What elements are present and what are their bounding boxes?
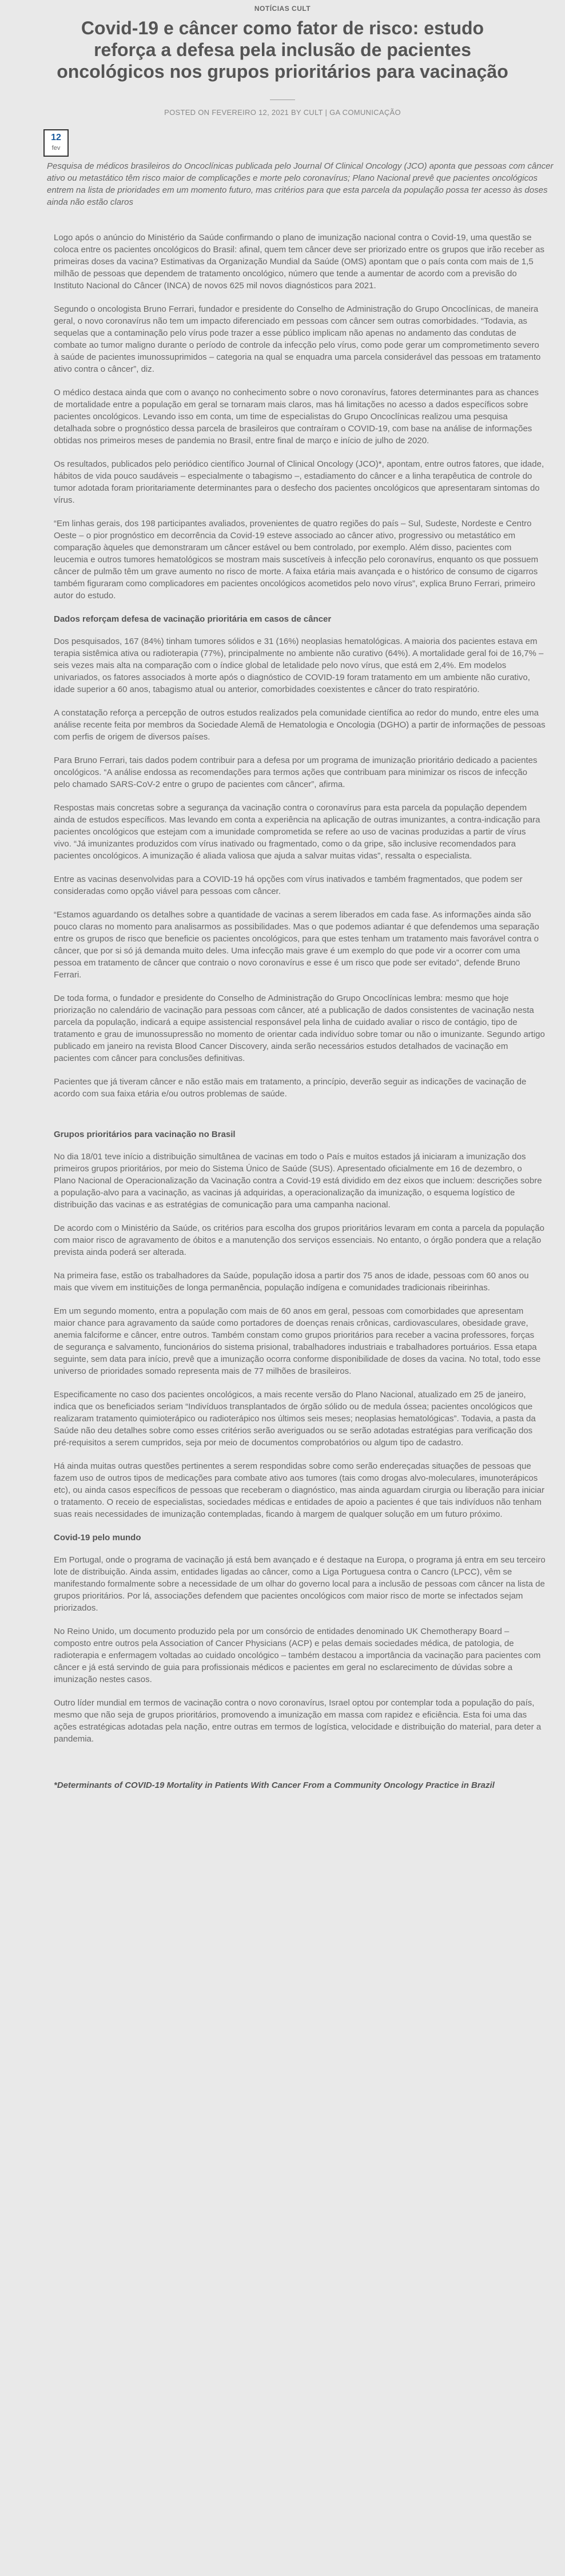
meta-category[interactable]: GA COMUNICAÇÃO: [329, 108, 401, 117]
meta-prefix: POSTED ON: [164, 108, 210, 117]
body-paragraph: Pacientes que já tiveram câncer e não estão mais em tratamento, a princípio, deverão seguir as indicações de vacinação de acordo com sua faixa etária e/ou outros problemas de saúde.: [54, 1077, 527, 1099]
category-label[interactable]: NOTÍCIAS CULT: [254, 5, 311, 13]
meta-separator: |: [325, 108, 328, 117]
article-body: [54, 232, 546, 1791]
body-paragraph: Especificamente no caso dos pacientes oncológicos, a mais recente versão do Plano Nacional, atualizado em 25 de janeiro, indica que os beneficiados seriam “Indivíduos transplantados de órgão sólido ou de medula óssea; pacientes oncológicos que realizaram tratamento quimioterápico ou radioterápico nos últimos seis meses; neoplasias hematológicas”. Todavia, a pasta da Saúde não deu detalhes sobre como esses critérios serão averiguados ou se serão adotadas estratégias para verificação dos pré-requisitos a serem cumpridos, seja por meio de documentos comprobatórios ou algum tipo de cadastro.: [54, 1390, 536, 1448]
body-paragraph: Outro líder mundial em termos de vacinação contra o novo coronavírus, Israel optou por contemplar toda a população do país, mesmo que não seja de grupos prioritários, promovendo a imunização em massa com rapidez e eficiência. Esta foi uma das ações estratégicas adotadas pela nação, entre outras em termos de logística, velocidade e distribuição do material, para deter a pandemia.: [54, 1698, 542, 1744]
section-heading: Dados reforçam defesa de vacinação prioritária em casos de câncer: [54, 614, 332, 624]
body-paragraph: Há ainda muitas outras questões pertinentes a serem respondidas sobre como serão endereçadas situações de pessoas que fazem uso de outros tipos de medicações para combate ativo aos tumores (tais como drogas alvo-moleculares, imunoterápicos etc), ou ainda casos específicos de pessoas que receberam o diagnóstico, mas ainda aguardam cirurgia ou liberação para iniciar o tratamento. O receio de especialistas, sociedades médicas e entidades de apoio a pacientes é que tais indivíduos não tenham suas reais necessidades de imunização contempladas, ficando à margem de qualquer solução em um futuro próximo.: [54, 1461, 544, 1519]
body-paragraph: Segundo o oncologista Bruno Ferrari, fundador e presidente do Conselho de Administração do Grupo Oncoclínicas, de maneira geral, o novo coronavírus não tem um impacto diferenciado em pessoas com câncer sem outras comorbidades. “Todavia, as sequelas que a contaminação pelo vírus pode trazer a esse público implicam não apenas no andamento das condutas de combate ao tumor maligno durante o período de controle da infecção pelo vírus, como pode gerar um comprometimento severo à saúde de pacientes imunossuprimidos – categoria na qual se enquadra uma parcela considerável das pessoas em tratamento ativo contra o câncer”, diz.: [54, 304, 541, 374]
article-title: Covid-19 e câncer como fator de risco: estudo reforça a defesa pela inclusão de pacientes oncológicos nos grupos prioritários para vacinação: [57, 18, 508, 82]
body-paragraph: Em um segundo momento, entra a população com mais de 60 anos em geral, pessoas com comorbidades que apresentam maior chance para agravamento da saúde como portadores de doenças renais crônicas, cardiovasculares, obesidade grave, anemia falciforme e câncer, entre outros. Também constam como grupos prioritários para receber a vacina professores, forças de segurança e salvamento, funcionários do sistema prisional, trabalhadores industriais e trabalhadores portuários. Essa etapa seguinte, sem data para início, prevê que a imunização ocorra conforme disponibilidade de doses da vacina. No total, todo esse universo de prioridades somado representa mais de 77 milhões de brasileiros.: [54, 1306, 541, 1376]
body-paragraph: A constatação reforça a percepção de outros estudos realizados pela comunidade científica ao redor do mundo, entre eles uma análise recente feita por membros da Sociedade Alemã de Hematologia e Oncologia (DGHO) a partir de informações de pessoas com perfis de origem de diversos países.: [54, 708, 546, 742]
date-day: 12: [51, 133, 61, 142]
post-meta: [0, 108, 565, 117]
date-month: fev: [51, 145, 61, 152]
body-paragraph: De acordo com o Ministério da Saúde, os critérios para escolha dos grupos prioritários levaram em conta a parcela da população com maior risco de agravamento de óbitos e a manutenção dos serviços essenciais. No entanto, o órgão pondera que a relação prevista ainda poderá ser alterada.: [54, 1223, 544, 1257]
body-paragraph: Na primeira fase, estão os trabalhadores da Saúde, população idosa a partir dos 75 anos de idade, pessoas com 60 anos ou mais que vivem em instituições de longa permanência, população indígena e comunidades tradicionais ribeirinhas.: [54, 1271, 529, 1293]
section-heading: Covid-19 pelo mundo: [54, 1533, 141, 1543]
body-paragraph: No dia 18/01 teve início a distribuição simultânea de vacinas em todo o País e muitos estados já iniciaram a imunização dos primeiros grupos prioritários, por meio do Sistema Único de Saúde (SUS). Apresentado oficialmente em 16 de dezembro, o Plano Nacional de Operacionalização da Vacinação contra a Covid-19 está dividido em dez eixos que incluem: descrições sobre a população-alvo para a vacinação, as vacinas já adquiridas, a operacionalização da imunização, o esquema logístico de distribuição das vacinas e as estratégias de comunicação para uma campanha nacional.: [54, 1152, 542, 1210]
body-paragraph: “Estamos aguardando os detalhes sobre a quantidade de vacinas a serem liberados em cada fase. As informações ainda são pouco claras no momento para analisarmos as possibilidades. Mas o que podemos adiantar é que defendemos uma separação entre os grupos de risco que beneficie os pacientes oncológicos, para que estes tenham um tratamento mais favorável contra o câncer, que por si só já demanda muito deles. Uma infecção mais grave é um exemplo do que pode vir a ocorrer com uma pessoa em tratamento de câncer que contraio o novo coronavírus e esse é um risco que pode ser evitado”, defende Bruno Ferrari.: [54, 910, 539, 980]
body-paragraph: Os resultados, publicados pelo periódico científico Journal of Clinical Oncology (JCO)*, apontam, entre outros fatores, que idade, hábitos de vida pouco saudáveis – especialmente o tabagismo –, estadiamento do câncer e a linha terapêutica de controle do tumor adotada foram prioritariamente determinantes para o desfecho dos pacientes oncológicos que apresentaram sintomas do vírus.: [54, 459, 544, 505]
body-paragraph: Para Bruno Ferrari, tais dados podem contribuir para a defesa por um programa de imunização prioritário dedicado a pacientes oncológicos. “A análise endossa as recomendações para termos ações que contribuam para minimizar os riscos de infecção pelo chamado SARS-CoV-2 entre o grupo de pacientes com câncer”, afirma.: [54, 756, 538, 789]
date-badge: [43, 129, 69, 157]
body-paragraph: “Em linhas gerais, dos 198 participantes avaliados, provenientes de quatro regiões do país – Sul, Sudeste, Nordeste e Centro Oeste – o pior prognóstico em decorrência da Covid-19 esteve associado ao câncer ativo, progressivo ou metastático em comparação àqueles que demonstraram um câncer estável ou bem controlado, por exemplo. Além disso, pacientes com leucemia e outros tumores hematológicos se mostram mais suscetíveis à infecção pelo coronavírus, enquanto os que possuem câncer de pulmão têm um grave aumento no risco de morte. A faixa etária mais avançada e o histórico de consumo de cigarros também figuraram como complicadores em pacientes oncológicos acometidos pelo novo vírus”, explica Bruno Ferrari, primeiro autor do estudo.: [54, 519, 539, 601]
body-paragraph: Entre as vacinas desenvolvidas para a COVID-19 há opções com vírus inativados e também fragmentados, que podem ser consideradas como opção viável para pessoas com câncer.: [54, 874, 523, 896]
meta-author[interactable]: BY CULT: [291, 108, 323, 117]
section-heading: Grupos prioritários para vacinação no Brasil: [54, 1130, 236, 1139]
body-paragraph: Em Portugal, onde o programa de vacinação já está bem avançado e é destaque na Europa, o programa já entra em seu terceiro lote de distribuição. Ainda assim, entidades ligadas ao câncer, como a Liga Portuguesa contra o Cancro (LPCC), vêm se manifestando formalmente sobre a necessidade de um olhar do governo local para a inclusão de pessoas com câncer na lista de grupos prioritários. Por lá, associações defendem que pacientes oncológicos com maior risco de morte se infectados sejam priorizados.: [54, 1555, 546, 1613]
body-paragraph: Logo após o anúncio do Ministério da Saúde confirmando o plano de imunização nacional contra o Covid-19, uma questão se coloca entre os pacientes oncológicos do Brasil: afinal, quem tem câncer deve ser priorizado entre os grupos que irão receber as primeiras doses da vacina? Estimativas da Organização Mundial da Saúde (OMS) apontam que o país conta com mais de 1,5 milhão de pessoas que dependem de tratamento oncológico, número que tende a aumentar de acordo com a previsão do Instituto Nacional do Câncer (INCA) de novos 625 mil novos diagnósticos para 2021.: [54, 233, 544, 291]
meta-date[interactable]: FEVEREIRO 12, 2021: [212, 108, 289, 117]
body-paragraph: Respostas mais concretas sobre a segurança da vacinação contra o coronavírus para esta parcela da população dependem ainda de estudos específicos. Mas levando em conta a experiência na aplicação de outras imunizantes, a contra-indicação para pacientes oncológicos que estejam com a imunidade comprometida se refere ao uso de vacinas produzidas a partir de vírus vivo. “Já imunizantes produzidos com vírus inativado ou fragmentado, como o da gripe, são inclusive recomendados para pacientes oncológicos. A imunização é aliada valiosa que ajuda a salvar muitas vidas”, ressalta o especialista.: [54, 803, 540, 861]
body-paragraph: No Reino Unido, um documento produzido pela por um consórcio de entidades denominado UK Chemotherapy Board – composto entre outros pela Association of Cancer Physicians (ACP) e pelas demais sociedades médica, de patologia, de radioterapia e enfermagem voltadas ao cuidado oncológico – também destacou a importância da vacinação para pacientes com câncer e já está servindo de guia para profissionais médicos e pacientes em geral no esclarecimento de dúvidas sobre a imunização nestes casos.: [54, 1627, 541, 1684]
body-paragraph: Dos pesquisados, 167 (84%) tinham tumores sólidos e 31 (16%) neoplasias hematológicas. A maioria dos pacientes estava em terapia sistêmica ativa ou radioterapia (77%), principalmente no ambiente não curativo (64%). A mortalidade geral foi de 16,7% – seis vezes mais alta na comparação com o índice global de letalidade pelo novo vírus, que está em 2,4%. Em modelos univariados, os fatores associados à morte após o diagnóstico de COVID-19 foram tratamento em um ambiente não curativo, idade superior a 60 anos, tabagismo atual ou anterior, comorbidades coexistentes e câncer do trato respiratório.: [54, 637, 544, 694]
body-paragraph: De toda forma, o fundador e presidente do Conselho de Administração do Grupo Oncoclínicas lembra: mesmo que hoje priorização no calendário de vacinação para pessoas com câncer, até a publicação de dados consistentes de vacinação nesta parcela da população, indicará a equipe assistencial responsável pela linha de cuidado avaliar o risco de contágio, tipo de tratamento e grau de imunossupressão no momento de orientar cada indivíduo sobre tomar ou não o imunizante. Segundo artigo publicado em janeiro na revista Blood Cancer Discovery, ainda serão necessários estudos detalhados de vacinação em pacientes com câncer para conclusões definitivas.: [54, 993, 545, 1063]
body-paragraph: O médico destaca ainda que com o avanço no conhecimento sobre o novo coronavírus, fatores determinantes para as chances de mortalidade entre a população em geral se tornaram mais claros, mas há limitações no acesso a dados específicos sobre pacientes oncológicos. Levando isso em conta, um time de especialistas do Grupo Oncoclínicas realizou uma pesquisa detalhada sobre o prognóstico dessa parcela de brasileiros que contraíram o COVID-19, com base na análise de informações obtidas nos primeiros meses de pandemia no Brasil, entre final de março e início de julho de 2020.: [54, 388, 539, 446]
article-lead: Pesquisa de médicos brasileiros do Oncoclínicas publicada pelo Journal Of Clinical Oncology (JCO) aponta que pessoas com câncer ativo ou metastático têm risco maior de complicações e morte pelo coronavírus; Plano Nacional prevê que pacientes oncológicos entrem na lista de prioridades em um momento futuro, mas critérios para que esta parcela da população possa ter acesso às doses ainda não estão claros: [47, 161, 554, 207]
study-footnote: *Determinants of COVID-19 Mortality in Patients With Cancer From a Community Oncology Practice in Brazil: [54, 1780, 495, 1790]
